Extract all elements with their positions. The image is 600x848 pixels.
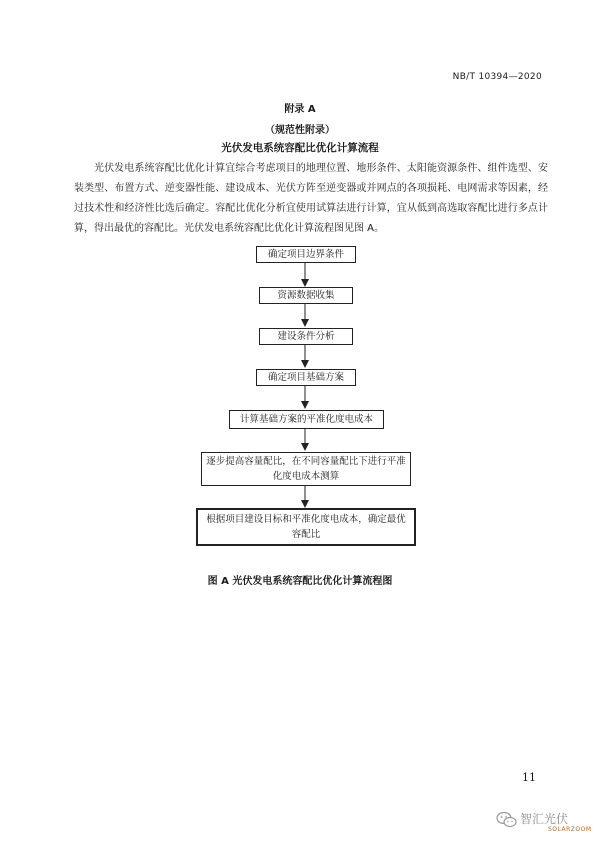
flow-step-7: 根据项目建设目标和平准化度电成本，确定最优容配比 (196, 508, 416, 546)
watermark (488, 808, 593, 838)
standard-code: NB/T 10394—2020 (452, 72, 542, 82)
appendix-title: 光伏发电系统容配比优化计算流程 (221, 142, 379, 154)
appendix-type: （规范性附录） (265, 125, 335, 136)
flow-step-3: 建设条件分析 (259, 328, 353, 345)
flow-step-6: 逐步提高容量配比，在不同容量配比下进行平准化度电成本测算 (201, 452, 411, 486)
flow-step-2: 资源数据收集 (259, 287, 353, 304)
flow-step-1: 确定项目边界条件 (256, 246, 356, 263)
wechat-icon (496, 811, 518, 829)
appendix-label: 附录 A (284, 104, 316, 115)
figure-caption: 图 A 光伏发电系统容配比优化计算流程图 (207, 576, 393, 587)
body-paragraph: 光伏发电系统容配比优化计算宜综合考虑项目的地理位置、地形条件、太阳能资源条件、组件选型、安装类型、布置方式、逆变器性能、建设成本、光伏方阵至逆变器或并网点的各项损耗、电网需求等因素，经过技术性和经济性比选后确定。容配比优化分析宜使用试算法进行计算，宜从低到高选取容配比进行多点计算，得出最优的容配比。光伏发电系统容配比优化计算流程图见图 A。 (74, 163, 548, 234)
watermark-sub: SOLARZOOM (548, 826, 592, 833)
flow-step-4: 确定项目基础方案 (256, 369, 356, 386)
page-number: 11 (522, 771, 536, 784)
watermark-name: 智汇光伏 (520, 812, 569, 826)
flow-step-5: 计算基础方案的平准化度电成本 (229, 410, 384, 429)
